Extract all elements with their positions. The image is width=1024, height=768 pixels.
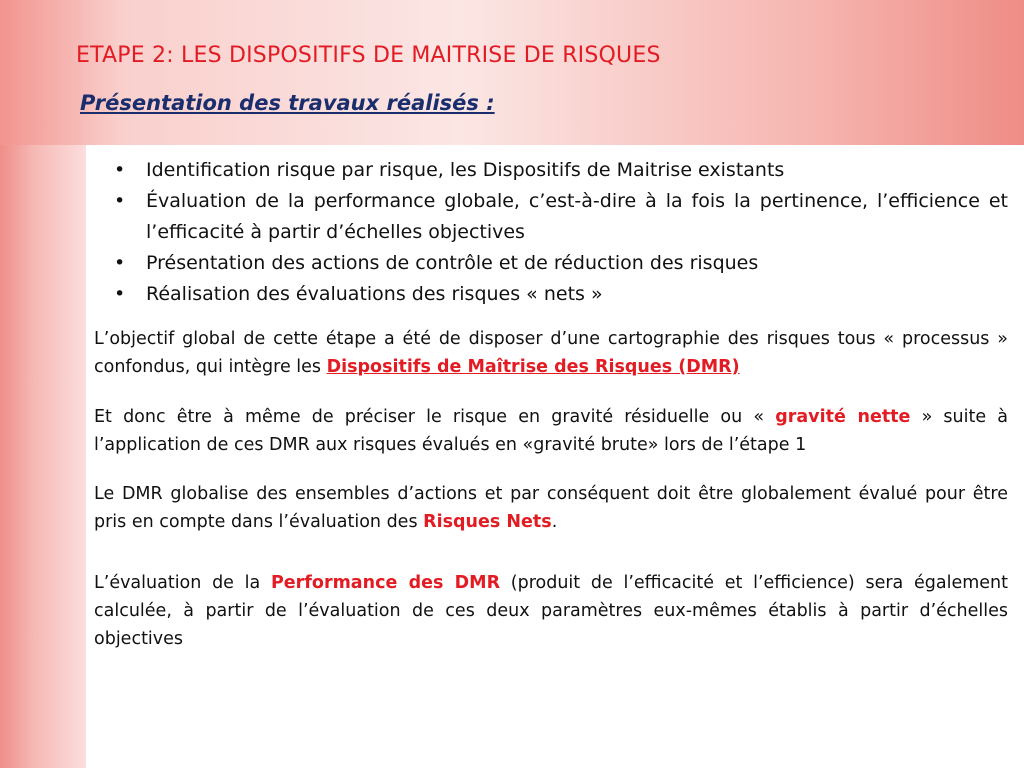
paragraph-text: (produit de l’efficacité et l’efficience) sera également calculée, à partir de l’évaluation de ces deux paramètres eux-mêmes établis à partir d’échelles objectives [94,573,1008,649]
bullet-marker: • [114,190,126,212]
bullet-list [86,155,1008,310]
paragraph-text: Et donc être à même de préciser le risque en gravité résiduelle ou « [94,407,776,427]
slide-subtitle: Présentation des travaux réalisés : [80,91,495,115]
gravite-nette-highlight: gravité nette [775,407,911,427]
bullet-text: Présentation des actions de contrôle et de réduction des risques [146,252,759,274]
slide-background-top [0,0,1024,145]
bullet-text: Évaluation de la performance globale, c’est-à-dire à la fois la pertinence, l’efficience et l’efficacité à partir d’échelles objectives [146,190,1008,243]
paragraph-performance [94,569,1008,653]
bullet-text: Réalisation des évaluations des risques « nets » [146,283,603,305]
risques-nets-highlight: Risques Nets [423,512,552,532]
list-item [86,155,1008,186]
slide-background-left [0,145,86,768]
bullet-marker: • [114,159,126,181]
slide-title: ETAPE 2: LES DISPOSITIFS DE MAITRISE DE RISQUES [76,43,661,68]
paragraph-objective [94,325,1008,381]
bullet-marker: • [114,252,126,274]
performance-highlight: Performance des DMR [270,573,501,593]
list-item [86,279,1008,310]
paragraph-text: Le DMR globalise des ensembles d’actions et par conséquent doit être globalement évalué pour être pris en compte dans l’évaluation des [94,484,1008,532]
bullet-text: Identification risque par risque, les Dispositifs de Maitrise existants [146,159,785,181]
paragraph-gravity [94,403,1008,459]
paragraph-text: L’objectif global de cette étape a été de disposer d’une cartographie des risques tous « processus » confondus, qui intègre les [94,329,1008,377]
bullet-marker: • [114,283,126,305]
list-item [86,186,1008,248]
paragraph-text: L’évaluation de la [94,573,271,593]
paragraph-text: . [551,512,558,532]
content-panel [86,145,1024,768]
paragraph-dmr-global [94,480,1008,536]
list-item [86,248,1008,279]
paragraph-text: » suite à l’application de ces DMR aux risques évalués en «gravité brute» lors de l’étape 1 [94,407,1008,455]
dmr-highlight: Dispositifs de Maîtrise des Risques (DMR) [326,357,740,377]
